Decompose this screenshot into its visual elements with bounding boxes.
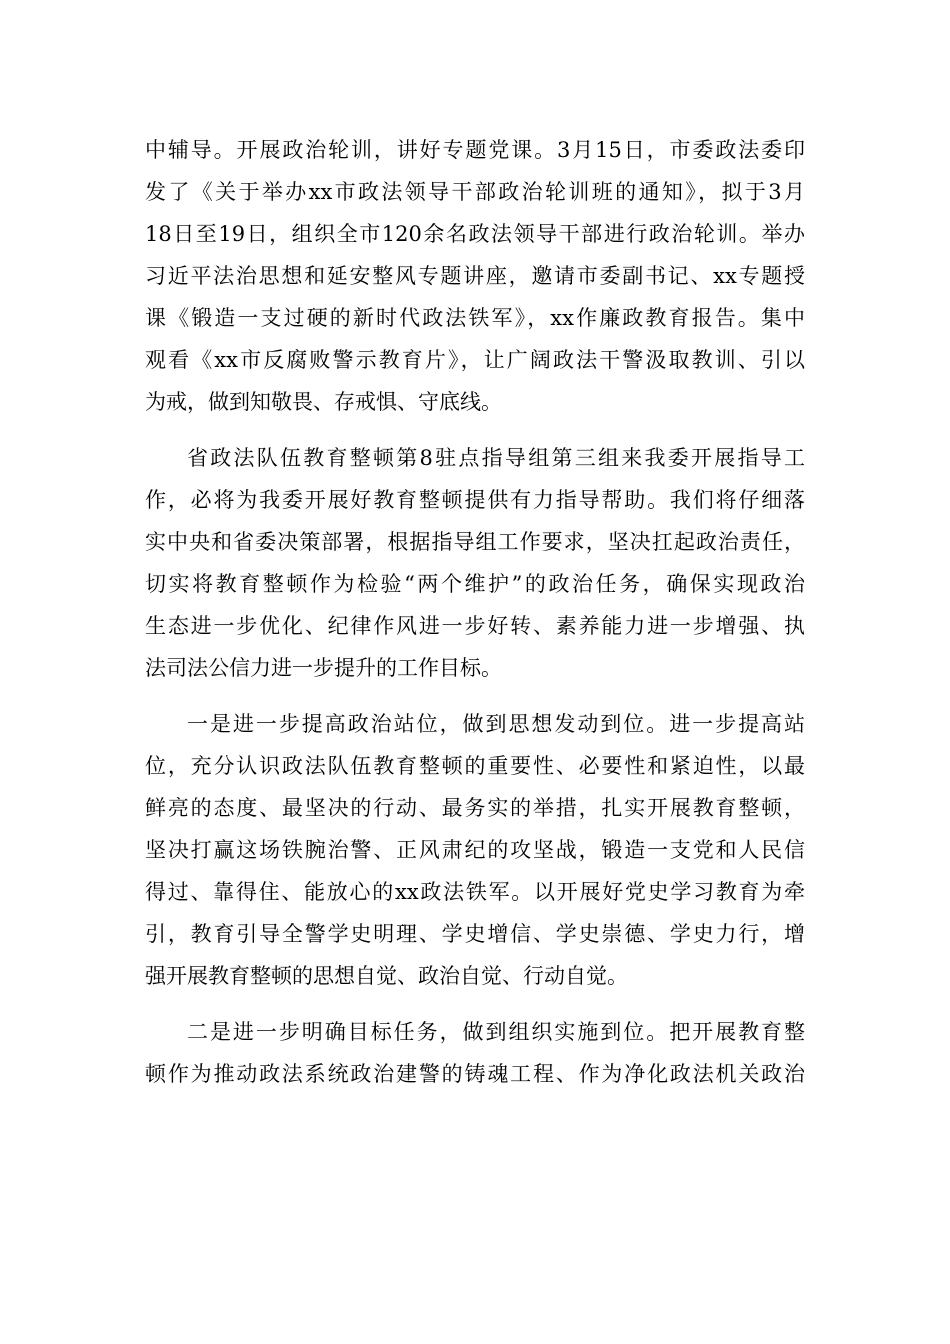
text-line: 观看《xx市反腐败警示教育片》，让广阔政法干警汲取教训、引以 xyxy=(145,348,805,372)
text-line: 强开展教育整顿的思想自觉、政治自觉、行动自觉。 xyxy=(145,964,628,988)
text-line: 二是进一步明确目标任务，做到组织实施到位。把开展教育整 xyxy=(187,1020,805,1044)
text-line: 切实将教育整顿作为检验“两个维护”的政治任务，确保实现政治 xyxy=(145,572,805,596)
text-line: 生态进一步优化、纪律作风进一步好转、素养能力进一步增强、执 xyxy=(145,614,805,638)
paragraph-4 xyxy=(145,1011,805,1095)
text-line: 得过、靠得住、能放心的xx政法铁军。以开展好党史学习教育为牵 xyxy=(145,880,805,904)
text-line: 鲜亮的态度、最坚决的行动、最务实的举措，扎实开展教育整顿， xyxy=(145,796,805,820)
text-line: 发了《关于举办xx市政法领导干部政治轮训班的通知》，拟于3月 xyxy=(145,180,805,204)
paragraph-spacer xyxy=(145,997,805,1011)
paragraph-spacer xyxy=(145,689,805,703)
paragraph-2 xyxy=(145,437,805,689)
paragraph-spacer xyxy=(145,423,805,437)
text-line: 实中央和省委决策部署，根据指导组工作要求，坚决扛起政治责任， xyxy=(145,530,805,554)
document-body xyxy=(145,129,805,1095)
text-line: 中辅导。开展政治轮训，讲好专题党课。3月15日，市委政法委印 xyxy=(145,138,805,162)
text-line: 作，必将为我委开展好教育整顿提供有力指导帮助。我们将仔细落 xyxy=(145,488,805,512)
text-line: 坚决打赢这场铁腕治警、正风肃纪的攻坚战，锻造一支党和人民信 xyxy=(145,838,805,862)
text-line: 法司法公信力进一步提升的工作目标。 xyxy=(145,656,502,680)
text-line: 习近平法治思想和延安整风专题讲座，邀请市委副书记、xx专题授 xyxy=(145,264,805,288)
text-line: 省政法队伍教育整顿第8驻点指导组第三组来我委开展指导工 xyxy=(187,446,805,470)
text-line: 课《锻造一支过硬的新时代政法铁军》，xx作廉政教育报告。集中 xyxy=(145,306,805,330)
text-line: 引，教育引导全警学史明理、学史增信、学史崇德、学史力行，增 xyxy=(145,922,805,946)
text-line: 18日至19日，组织全市120余名政法领导干部进行政治轮训。举办 xyxy=(145,222,805,246)
text-line: 为戒，做到知敬畏、存戒惧、守底线。 xyxy=(145,390,502,414)
paragraph-3 xyxy=(145,703,805,997)
text-line: 顿作为推动政法系统政治建警的铸魂工程、作为净化政法机关政治 xyxy=(145,1062,805,1086)
text-line: 位，充分认识政法队伍教育整顿的重要性、必要性和紧迫性，以最 xyxy=(145,754,805,778)
text-line: 一是进一步提高政治站位，做到思想发动到位。进一步提高站 xyxy=(187,712,805,736)
paragraph-1 xyxy=(145,129,805,423)
